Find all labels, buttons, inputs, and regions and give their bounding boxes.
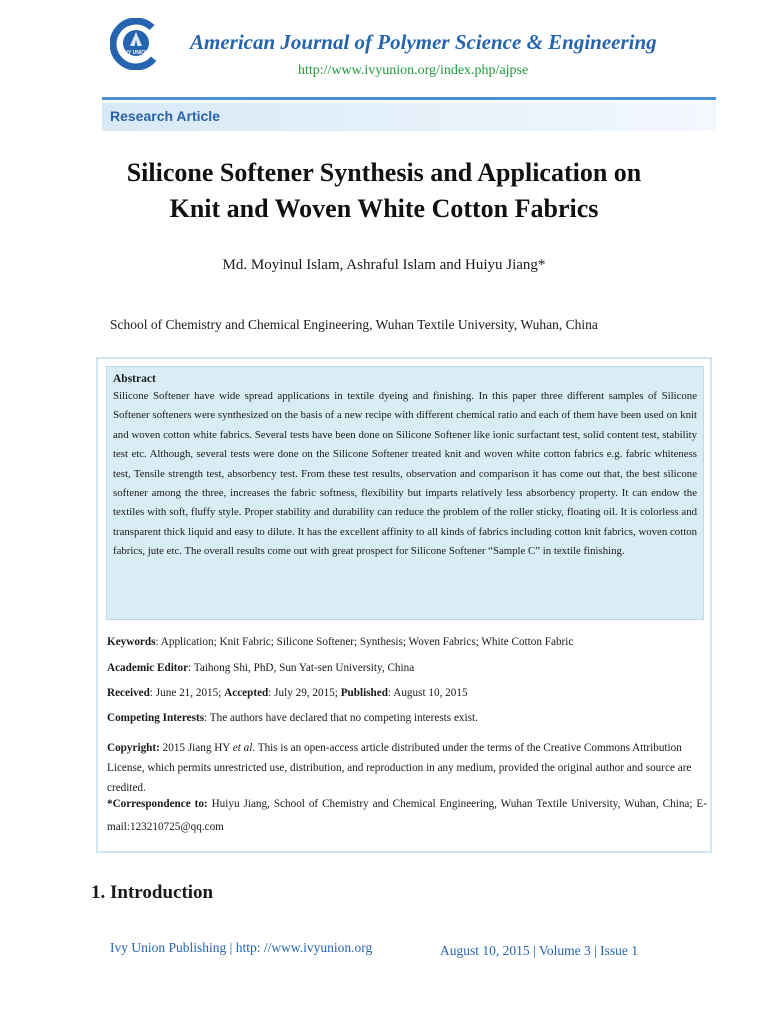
competing-interests-line bbox=[107, 709, 707, 729]
author-list: Md. Moyinul Islam, Ashraful Islam and Huiyu Jiang* bbox=[222, 257, 546, 273]
keywords-line bbox=[107, 633, 707, 653]
accepted-value: : July 29, 2015; bbox=[268, 687, 341, 699]
academic-editor-label: Academic Editor bbox=[107, 662, 189, 674]
competing-interests-label: Competing Interests bbox=[107, 712, 205, 724]
paper-title bbox=[80, 155, 688, 227]
correspondence-label: *Correspondence to: bbox=[107, 798, 208, 810]
keywords-label: Keywords bbox=[107, 636, 156, 648]
academic-editor-value: : Taihong Shi, PhD, Sun Yat-sen University, China bbox=[188, 662, 415, 674]
keywords-value: : Application; Knit Fabric; Silicone Softener; Synthesis; Woven Fabrics; White Cotton Fabric bbox=[155, 636, 574, 648]
affiliation: School of Chemistry and Chemical Engineering, Wuhan Textile University, Wuhan, China bbox=[110, 317, 598, 332]
correspondence-line bbox=[107, 793, 707, 839]
published-value: : August 10, 2015 bbox=[387, 687, 468, 699]
correspondence-value: Huiyu Jiang, School of Chemistry and Chemical Engineering, Wuhan Textile University, Wuhan, China; E-mail:123210725@qq.com bbox=[107, 798, 707, 833]
copyright-text-pre: 2015 Jiang HY bbox=[159, 742, 233, 754]
abstract-text: Silicone Softener have wide spread applications in textile dyeing and finishing. In this paper three different samples of Silicone Softener softeners were synthesized on the basis of a new recipe with different chemical ratio and each of them have been used on knit and woven cotton white fabrics. Several tests have been done on Silicone Softener like ionic surfactant test, solid content test, stability test etc. Although, several tests were done on the Silicone Softener treated knit and woven white cotton fabrics e.g. fabric whiteness test, Tensile strength test, absorbency test. From these test results, observation and comparison it has come out that, the best silicone softener among the three, increases the fabric softness, flexibility but imparts relatively less absorbency property. It can endow the textiles with soft, fluffy style. Proper stability and durability can reduce the problem of the roller sticky, floating oil. It is colorless and transparent thick liquid and easy to dilute. It has the excellent affinity to all kinds of fabrics including cotton knit fabrics, woven cotton fabrics, jute etc. The overall results come out with great prospect for Silicone Softener “Sample C” in textile finishing. bbox=[113, 390, 697, 558]
accepted-label: Accepted bbox=[224, 687, 269, 699]
footer-publisher: Ivy Union Publishing | http: //www.ivyunion.org bbox=[110, 940, 373, 955]
published-label: Published bbox=[340, 687, 388, 699]
header-divider bbox=[102, 97, 716, 100]
journal-url-link[interactable]: http://www.ivyunion.org/index.php/ajpse bbox=[298, 63, 529, 78]
paper-title-line-2: Knit and Woven White Cotton Fabrics bbox=[169, 194, 599, 223]
paper-title-line-1: Silicone Softener Synthesis and Application on bbox=[126, 158, 642, 187]
introduction-heading: 1. Introduction bbox=[91, 882, 214, 903]
received-label: Received bbox=[107, 687, 150, 699]
ivy-union-logo-icon bbox=[110, 18, 162, 70]
article-info-box bbox=[96, 357, 712, 853]
footer-issue-info: August 10, 2015 | Volume 3 | Issue 1 bbox=[440, 943, 639, 958]
copyright-et-al: et al bbox=[232, 742, 253, 754]
copyright-notice bbox=[107, 739, 707, 798]
abstract-heading: Abstract bbox=[113, 373, 156, 385]
abstract-box bbox=[106, 366, 704, 620]
article-type-label: Research Article bbox=[110, 108, 220, 124]
competing-interests-value: : The authors have declared that no competing interests exist. bbox=[204, 712, 478, 724]
logo-text: IVY UNION bbox=[123, 50, 149, 56]
article-type-bar bbox=[102, 103, 716, 131]
received-value: : June 21, 2015; bbox=[149, 687, 225, 699]
copyright-text-post: . This is an open-access article distributed under the terms of the Creative Commons Attribution License, which permits unrestricted use, distribution, and reproduction in any medium, provided the original author and source are credited. bbox=[107, 742, 692, 794]
ivy-union-logo bbox=[110, 18, 162, 70]
academic-editor-line bbox=[107, 659, 707, 679]
dates-line bbox=[107, 684, 707, 704]
copyright-label: Copyright: bbox=[107, 742, 160, 754]
journal-title: American Journal of Polymer Science & Engineering bbox=[190, 30, 657, 54]
